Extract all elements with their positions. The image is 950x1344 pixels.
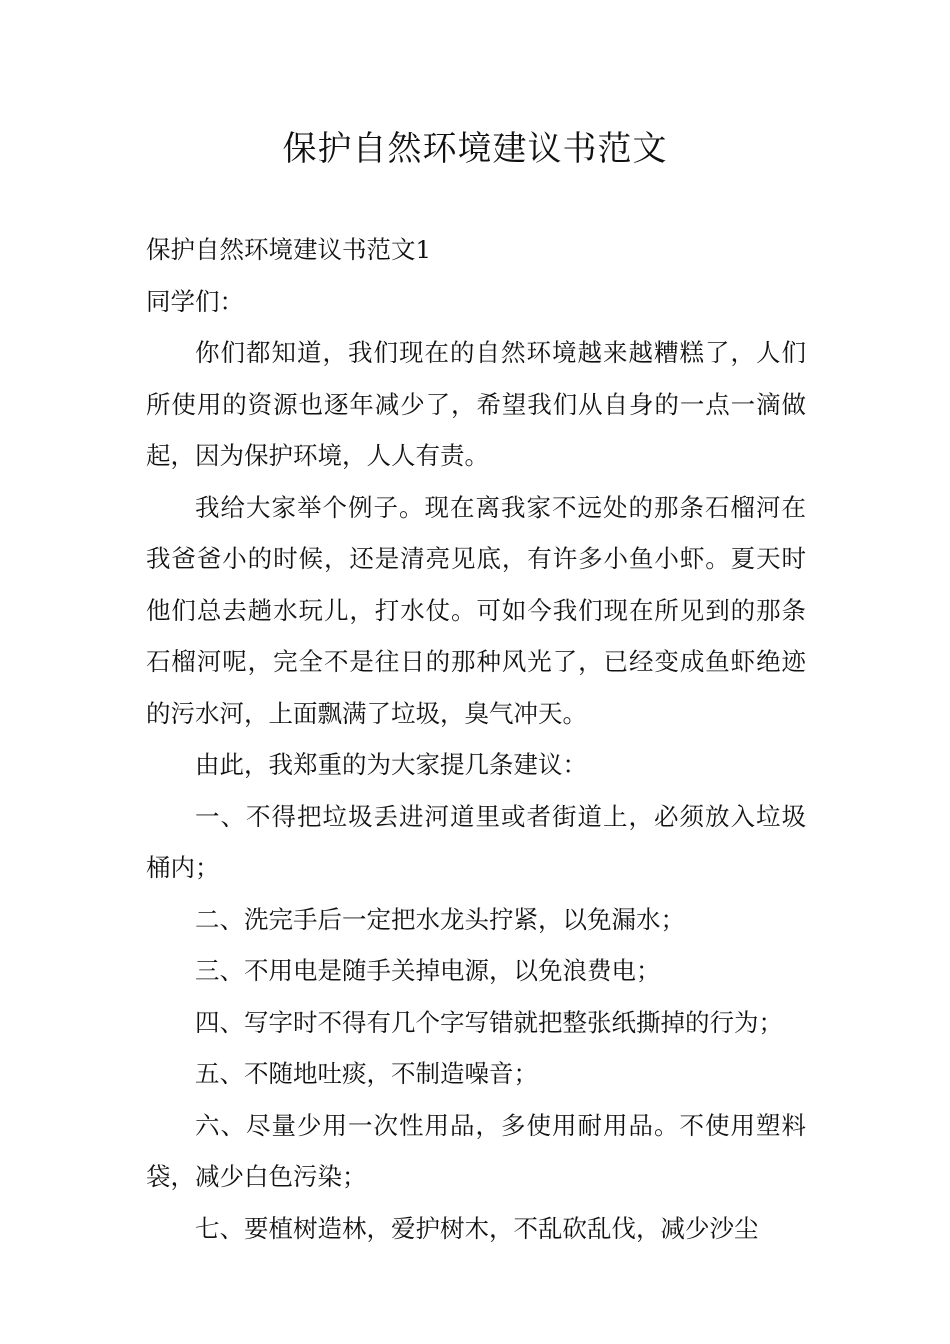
- proposal-item-3: 三、不用电是随手关掉电源，以免浪费电；: [195, 956, 661, 985]
- paragraph-proposal-lead: 由此，我郑重的为大家提几条建议：: [195, 750, 587, 779]
- proposal-item-6: 六、尽量少用一次性用品，多使用耐用品。不使用塑料袋，减少白色污染；: [146, 1110, 806, 1191]
- paragraph-salutation: 同学们：: [146, 286, 244, 316]
- proposal-item-1: 一、不得把垃圾丢进河道里或者街道上，必须放入垃圾桶内；: [146, 801, 806, 882]
- paragraph-example: 我给大家举个例子。现在离我家不远处的那条石榴河在我爸爸小的时候，还是清亮见底，有许多小鱼小虾。夏天时他们总去趟水玩儿，打水仗。可如今我们现在所见到的那条石榴河呢，完全不是往日的那种风光了，已经变成鱼虾绝迹的污水河，上面飘满了垃圾，臭气冲天。: [146, 492, 806, 728]
- proposal-item-5: 五、不随地吐痰，不制造噪音；: [195, 1059, 538, 1088]
- document-body: [146, 224, 806, 1254]
- document-title: 保护自然环境建议书范文: [282, 129, 668, 169]
- proposal-item-4: 四、写字时不得有几个字写错就把整张纸撕掉的行为；: [195, 1007, 783, 1037]
- proposal-item-2: 二、洗完手后一定把水龙头拧紧，以免漏水；: [195, 904, 685, 934]
- paragraph-intro: 你们都知道，我们现在的自然环境越来越糟糕了，人们所使用的资源也逐年减少了，希望我们从自身的一点一滴做起，因为保护环境，人人有责。: [146, 338, 806, 470]
- proposal-item-7: 七、要植树造林，爱护树木，不乱砍乱伐，减少沙尘: [195, 1213, 759, 1243]
- paragraph-heading: 保护自然环境建议书范文1: [146, 235, 432, 264]
